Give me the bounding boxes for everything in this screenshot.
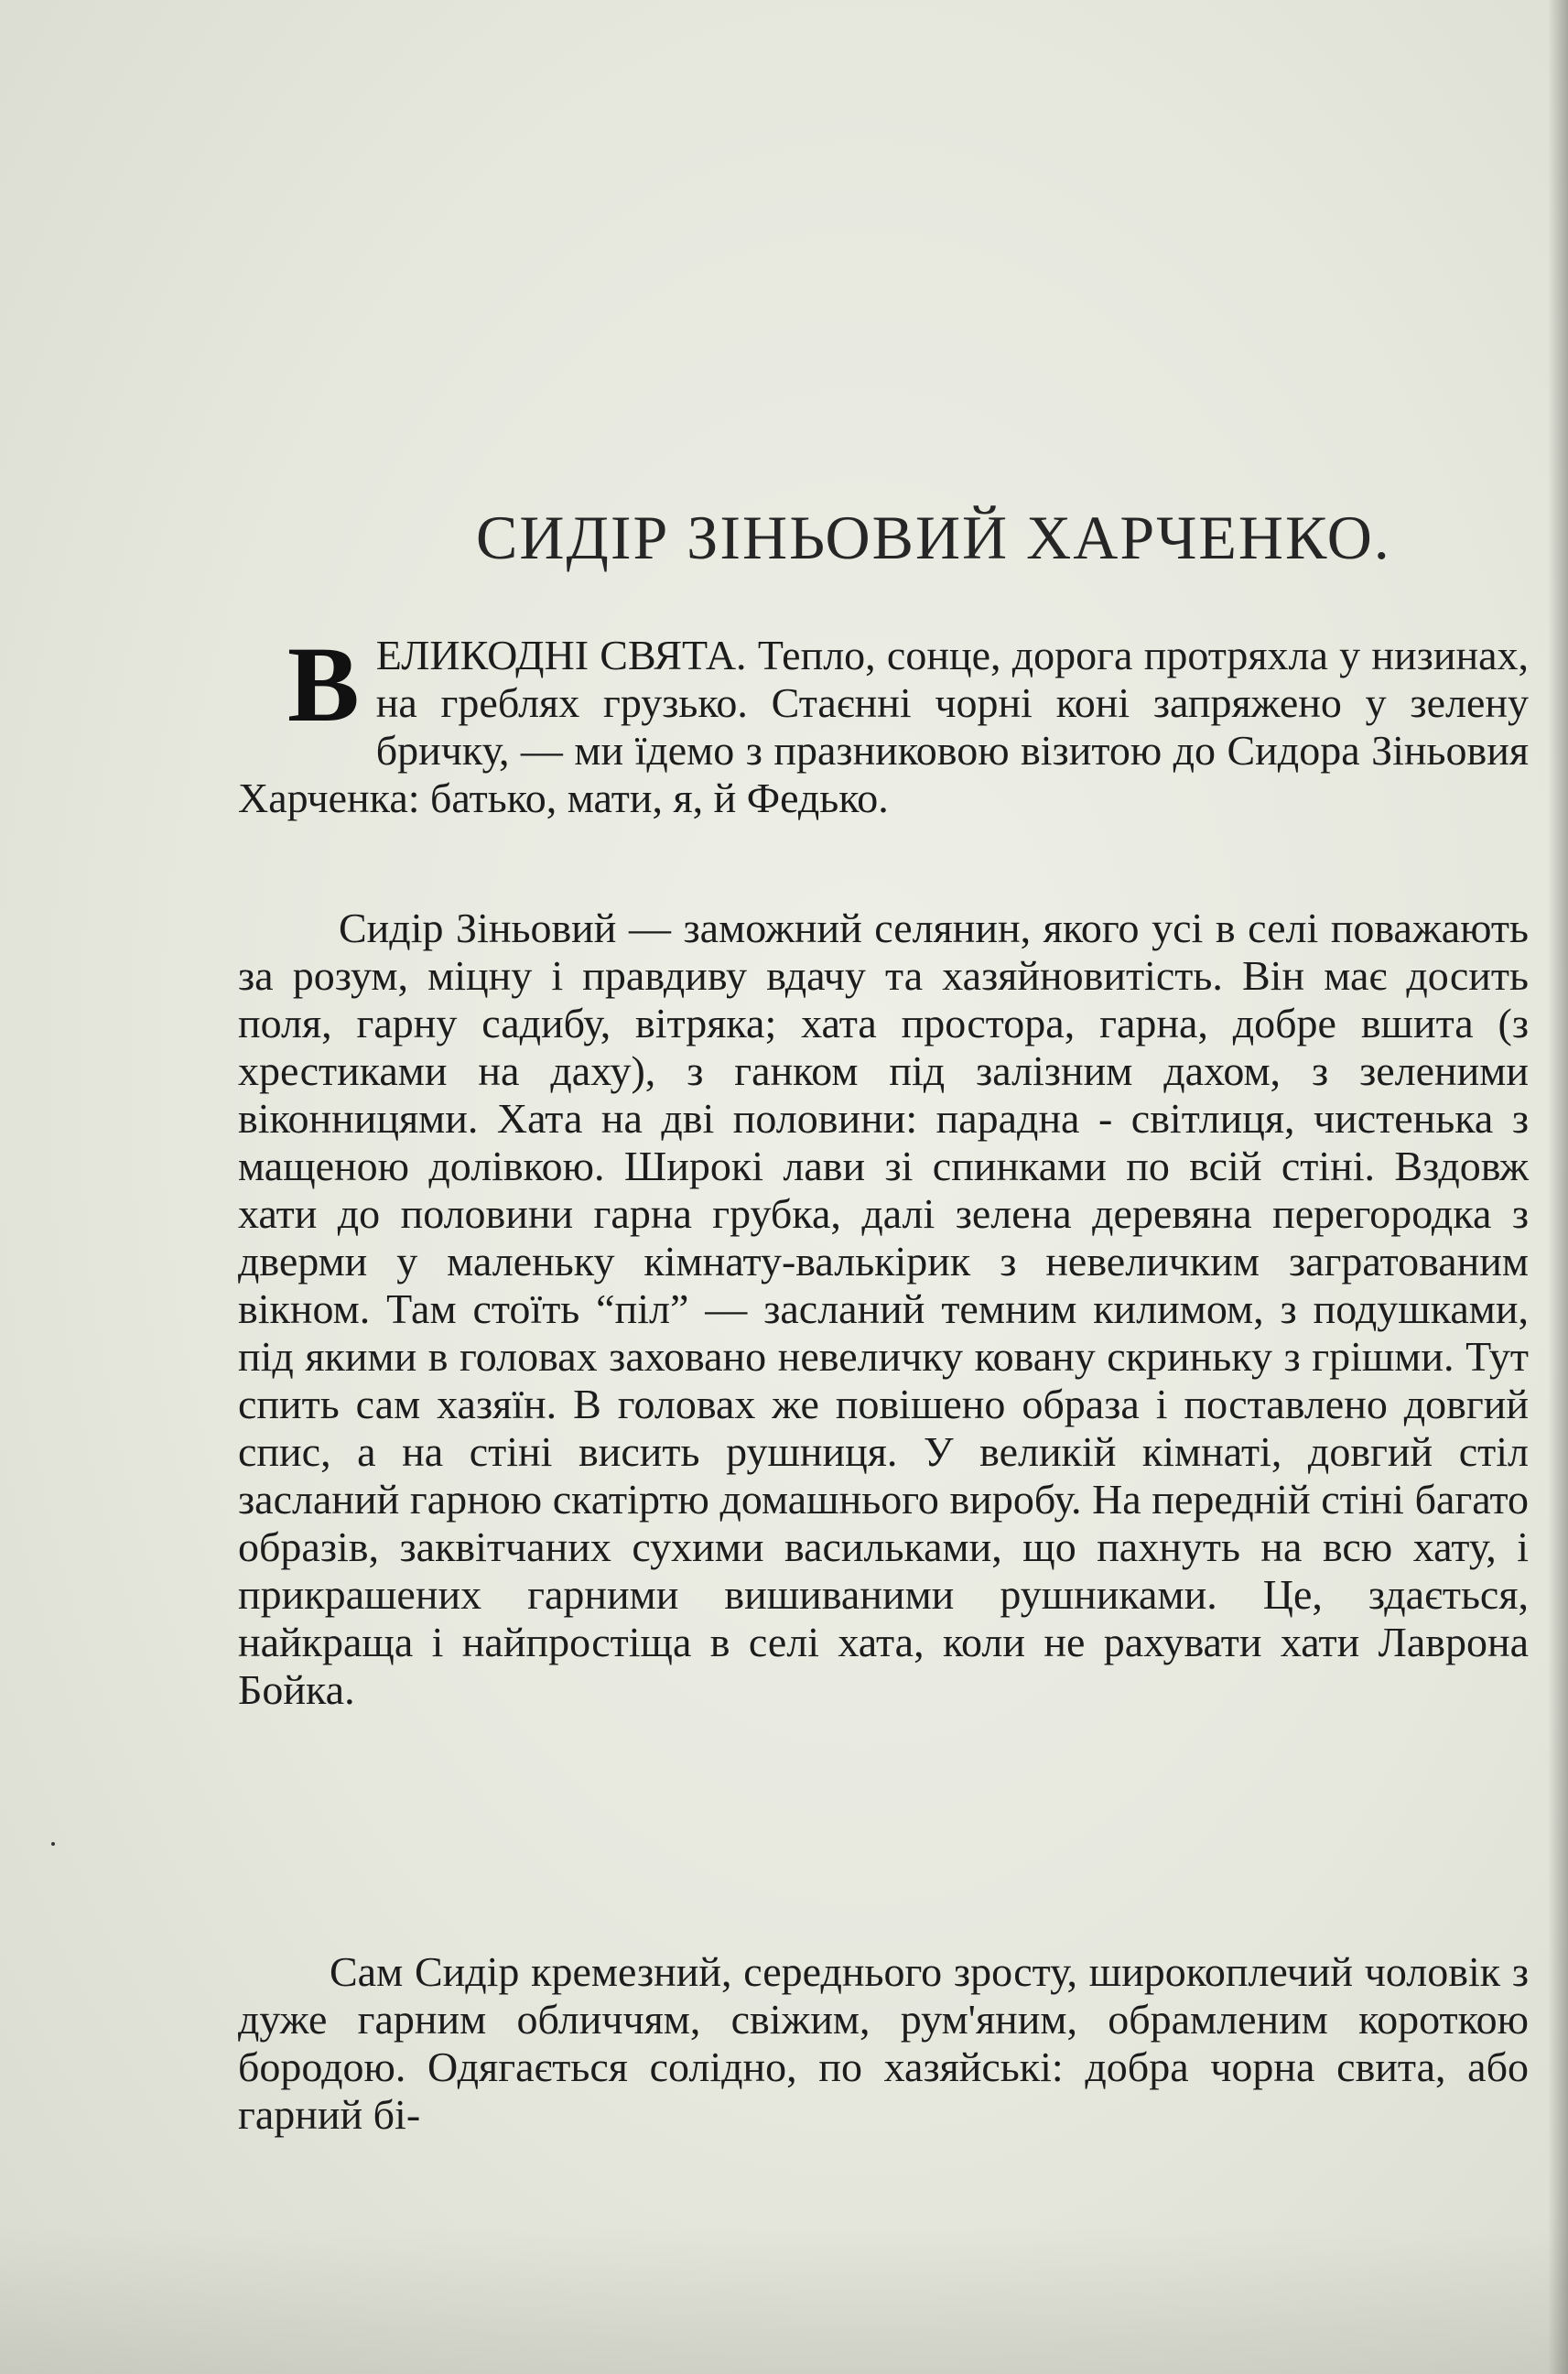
paragraph-1-text: ЕЛИКОДНІ СВЯТА. Тепло, сонце, дорога протряхла у низинах, на греблях грузько. Стаєнні чорні коні запряжено у зелену бричку, — ми їдемо з празниковою візитою до Сидора Зіньовия Харченка: батько, мати, я, й Федько.: [238, 632, 1529, 821]
paragraph-2: Сидір Зіньовий — заможний селянин, якого усі в селі поважають за розум, міцну і правдиву вдачу та хазяйновитість. Він має досить поля, гарну садибу, вітряка; хата простора, гарна, добре вшита (з хрестиками на даху), з ганком під залізним дахом, з зеленими віконницями. Хата на дві половини: парадна - світлиця, чистенька з мащеною долівкою. Широкі лави зі спинками по всій стіні. Вздовж хати до половини гарна грубка, далі зелена деревяна перегородка з дверми у маленьку кімнату-валькірик з невеличким загратованим вікном. Там стоїть “піл” — засланий темним килимом, з подушками, під якими в головах заховано невеличку ковану скриньку з грішми. Тут спить сам хазяїн. В головах же повішено образа і поставлено довгий спис, а на стіні висить рушниця. У великій кімнаті, довгий стіл засланий гарною скатіртю домашнього виробу. На передній стіні багато образів, заквітчаних сухими васильками, що пахнуть на всю хату, і прикрашених гарними вишиваними рушниками. Це, здається, найкраща і найпростіща в селі хата, коли не рахувати хати Лаврона Бойка.: [238, 905, 1529, 1713]
chapter-title: СИДІР ЗІНЬОВИЙ ХАРЧЕНКО.: [476, 503, 1391, 572]
drop-cap: В: [287, 624, 360, 744]
ink-speck: [51, 1842, 55, 1846]
page-edge-shadow: [1548, 0, 1568, 2374]
page-bottom-shade: [0, 2228, 1568, 2374]
paragraph-3: Сам Сидір кремезний, середнього зросту, широкоплечий чоловік з дуже гарним обличчям, свіжим, рум'яним, обрамленим короткою бородою. Одягається солідно, по хазяйські: добра чорна свита, або гарний бі-: [238, 1948, 1529, 2138]
paragraph-1: [238, 624, 1529, 879]
